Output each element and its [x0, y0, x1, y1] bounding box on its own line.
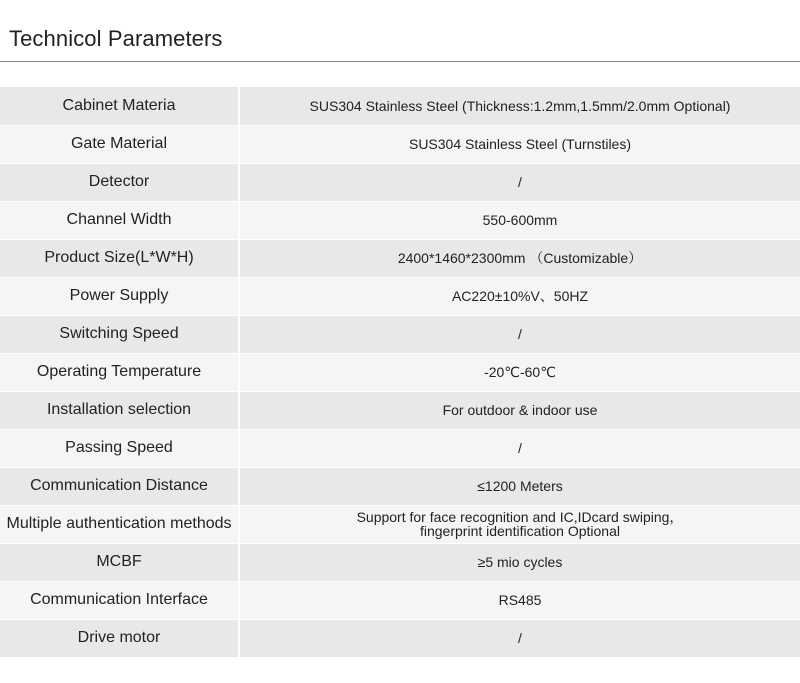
- param-value: ≤1200 Meters: [239, 467, 800, 505]
- param-label: Installation selection: [0, 391, 239, 429]
- table-row: [0, 505, 800, 543]
- param-value: SUS304 Stainless Steel (Thickness:1.2mm,1.5mm/2.0mm Optional): [239, 87, 800, 125]
- param-value: 2400*1460*2300mm （Customizable）: [239, 239, 800, 277]
- param-value: SUS304 Stainless Steel (Turnstiles): [239, 125, 800, 163]
- param-value: 550-600mm: [239, 201, 800, 239]
- table-row: [0, 239, 800, 277]
- param-value-line: Support for face recognition and IC,IDcard swiping，: [356, 509, 684, 525]
- param-value: ≥5 mio cycles: [239, 543, 800, 581]
- table-row: [0, 201, 800, 239]
- table-row: [0, 87, 800, 125]
- table-row: [0, 619, 800, 657]
- param-label: Product Size(L*W*H): [0, 239, 239, 277]
- table-row: [0, 467, 800, 505]
- table-row: [0, 163, 800, 201]
- param-value: AC220±10%V、50HZ: [239, 277, 800, 315]
- table-row: [0, 353, 800, 391]
- table-row: [0, 391, 800, 429]
- param-label: Drive motor: [0, 619, 239, 657]
- param-label: Multiple authentication methods: [0, 505, 239, 543]
- table-row: [0, 543, 800, 581]
- table-row: [0, 277, 800, 315]
- table-row: [0, 429, 800, 467]
- param-value: RS485: [239, 581, 800, 619]
- page-title: Technicol Parameters: [9, 26, 223, 51]
- param-label: Detector: [0, 163, 239, 201]
- param-value: /: [239, 429, 800, 467]
- table-row: [0, 125, 800, 163]
- param-label: Power Supply: [0, 277, 239, 315]
- param-label: Operating Temperature: [0, 353, 239, 391]
- param-value: /: [239, 619, 800, 657]
- param-label: Communication Interface: [0, 581, 239, 619]
- parameters-table: [0, 87, 800, 658]
- param-value: For outdoor & indoor use: [239, 391, 800, 429]
- table-row: [0, 581, 800, 619]
- param-value: -20℃-60℃: [239, 353, 800, 391]
- param-value: /: [239, 163, 800, 201]
- param-value-line: fingerprint identification Optional: [419, 523, 620, 539]
- param-label: MCBF: [0, 543, 239, 581]
- param-value: [239, 505, 800, 543]
- table-row: [0, 315, 800, 353]
- param-label: Gate Material: [0, 125, 239, 163]
- param-label: Channel Width: [0, 201, 239, 239]
- param-label: Cabinet Materia: [0, 87, 239, 125]
- param-label: Passing Speed: [0, 429, 239, 467]
- param-label: Switching Speed: [0, 315, 239, 353]
- param-value: /: [239, 315, 800, 353]
- page-header: [0, 0, 800, 62]
- param-label: Communication Distance: [0, 467, 239, 505]
